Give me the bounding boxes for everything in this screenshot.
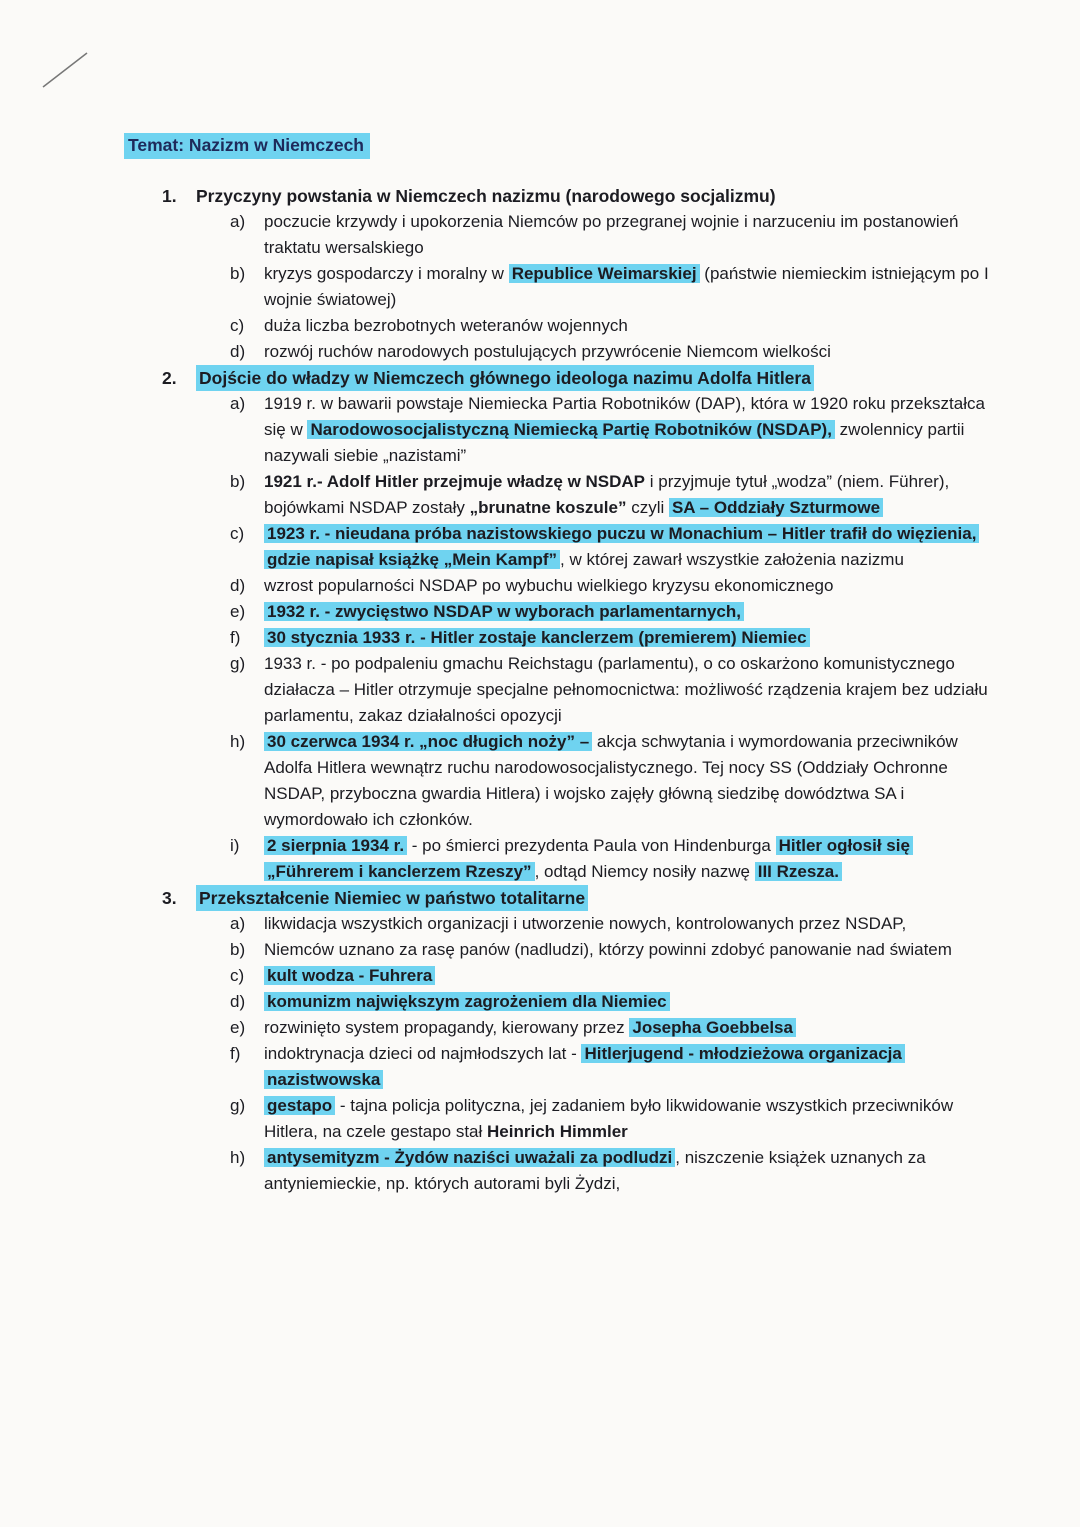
item-letter: e) (230, 1018, 246, 1037)
text-segment: zwolennicy partii nazywali siebie „nazistami” (264, 420, 965, 465)
highlighted-text: SA – Oddziały Szturmowe (669, 498, 883, 517)
section-items (230, 391, 992, 885)
list-item (230, 989, 992, 1015)
item-text (264, 937, 992, 963)
list-item (230, 339, 992, 365)
item-text (264, 521, 992, 573)
item-text (264, 573, 992, 599)
item-text (264, 651, 992, 729)
item-text (264, 1015, 992, 1041)
text-segment: akcja schwytania i wymordowania przeciwników Adolfa Hitlera wewnątrz ruchu narodowosocjalistycznego. Tej nocy SS (Oddziały Ochronne NSDAP, przyboczna gwardia Hitlera) i wojsko zajęły główną siedzibę dowództwa SA i wymordowało ich członków. (264, 732, 958, 829)
highlighted-text: komunizm największym zagrożeniem dla Niemiec (264, 992, 670, 1011)
item-text (264, 625, 992, 651)
highlighted-text: Republice Weimarskiej (509, 264, 700, 283)
text-segment: - tajna policja polityczna, jej zadaniem było likwidowanie wszystkich przeciwników Hitlera, na czele gestapo stał (264, 1096, 954, 1141)
text-segment: wzrost popularności NSDAP po wybuchu wielkiego kryzysu ekonomicznego (264, 576, 834, 595)
highlighted-text: III Rzesza. (755, 862, 842, 881)
item-letter: h) (230, 1148, 246, 1167)
highlighted-text: 1932 r. - zwycięstwo NSDAP w wyborach parlamentarnych, (264, 602, 744, 621)
section-heading (162, 365, 992, 391)
list-item (230, 911, 992, 937)
list-item (230, 391, 992, 469)
item-text (264, 261, 992, 313)
text-segment: 1919 r. w bawarii powstaje Niemiecka Partia Robotników (DAP), która w 1920 roku przekształca się w (264, 394, 985, 439)
item-text (264, 209, 992, 261)
section-3 (162, 885, 992, 1197)
item-text (264, 391, 992, 469)
highlighted-text: Narodowosocjalistyczną Niemiecką Partię Robotników (NSDAP), (307, 420, 834, 439)
item-letter: b) (230, 472, 246, 491)
list-item (230, 833, 992, 885)
text-segment: „brunatne koszule” (469, 498, 627, 517)
list-item (230, 313, 992, 339)
item-text (264, 599, 992, 625)
item-text (264, 989, 992, 1015)
highlighted-text: gestapo (264, 1096, 335, 1115)
text-segment: , w której zawarł wszystkie założenia nazizmu (560, 550, 904, 569)
text-segment: poczucie krzywdy i upokorzenia Niemców po przegranej wojnie i narzuceniu im postanowień traktatu wersalskiego (264, 212, 959, 257)
highlighted-text: Hitlerjugend - młodzieżowa organizacja nazistwowska (264, 1044, 905, 1089)
list-item (230, 261, 992, 313)
item-letter: c) (230, 966, 245, 985)
text-segment: Heinrich Himmler (487, 1122, 628, 1141)
highlighted-text: 30 stycznia 1933 r. - Hitler zostaje kanclerzem (premierem) Niemiec (264, 628, 810, 647)
text-segment: kryzys gospodarczy i moralny w (264, 264, 509, 283)
item-letter: c) (230, 316, 245, 335)
item-text (264, 963, 992, 989)
item-text (264, 833, 992, 885)
item-letter: d) (230, 576, 246, 595)
list-item (230, 209, 992, 261)
item-text (264, 1041, 992, 1093)
list-item (230, 651, 992, 729)
item-text (264, 339, 992, 365)
item-text (264, 911, 992, 937)
text-segment: Niemców uznano za rasę panów (nadludzi), którzy powinni zdobyć panowanie nad światem (264, 940, 952, 959)
highlighted-text: 1923 r. - nieudana próba nazistowskiego puczu w Monachium – Hitler trafił do więzienia, gdzie napisał książkę „Mein Kampf” (264, 524, 979, 569)
item-text (264, 729, 992, 833)
list-item (230, 729, 992, 833)
item-text (264, 313, 992, 339)
item-letter: b) (230, 940, 246, 959)
text-segment: duża liczba bezrobotnych weteranów wojennych (264, 316, 628, 335)
highlighted-text: antysemityzm - Żydów naziści uważali za podludzi (264, 1148, 675, 1167)
text-segment: likwidacja wszystkich organizacji i utworzenie nowych, kontrolowanych przez NSDAP, (264, 914, 907, 933)
text-segment: 1933 r. - po podpaleniu gmachu Reichstagu (parlamentu), o co oskarżono komunistycznego działacza – Hitler otrzymuje specjalne pełnomocnictwa: możliwość rządzenia krajem bez udziału parlamentu, zakaz działalności opozycji (264, 654, 988, 725)
sections-list (162, 183, 992, 1197)
item-letter: d) (230, 992, 246, 1011)
item-letter: a) (230, 914, 246, 933)
section-items (230, 911, 992, 1197)
text-segment: rozwinięto system propagandy, kierowany przez (264, 1018, 630, 1037)
section-heading (162, 183, 992, 209)
list-item (230, 937, 992, 963)
item-letter: e) (230, 602, 246, 621)
item-text (264, 1145, 992, 1197)
pen-stroke-mark (40, 50, 90, 90)
list-item (230, 521, 992, 573)
list-item (230, 599, 992, 625)
page-title: Temat: Nazizm w Niemczech (124, 133, 370, 159)
item-letter: g) (230, 1096, 246, 1115)
item-text (264, 469, 992, 521)
list-item (230, 573, 992, 599)
item-letter: g) (230, 654, 246, 673)
section-heading (162, 885, 992, 911)
item-letter: i) (230, 836, 240, 855)
text-segment: indoktrynacja dzieci od najmłodszych lat - (264, 1044, 582, 1063)
text-segment: , niszczenie książek uznanych za antyniemieckie, np. których autorami byli Żydzi, (264, 1148, 926, 1193)
section-title: Przyczyny powstania w Niemczech nazizmu (narodowego socjalizmu) (196, 186, 776, 206)
list-item (230, 1041, 992, 1093)
section-number: 2. (162, 368, 177, 388)
item-letter: b) (230, 264, 246, 283)
highlighted-text: Hitler ogłosił się „Führerem i kanclerzem Rzeszy” (264, 836, 913, 881)
text-segment: rozwój ruchów narodowych postulujących przywrócenie Niemcom wielkości (264, 342, 831, 361)
list-item (230, 625, 992, 651)
item-letter: d) (230, 342, 246, 361)
text-segment: i przyjmuje tytuł „wodza” (niem. Führer), bojówkami NSDAP zostały (264, 472, 950, 517)
item-letter: a) (230, 212, 246, 231)
text-segment: - po śmierci prezydenta Paula von Hindenburga (407, 836, 776, 855)
section-title: Dojście do władzy w Niemczech głównego ideologa nazimu Adolfa Hitlera (196, 365, 814, 391)
text-segment: (państwie niemieckim istniejącym po I wojnie światowej) (264, 264, 989, 309)
list-item (230, 1093, 992, 1145)
highlighted-text: 30 czerwca 1934 r. „noc długich noży” – (264, 732, 592, 751)
section-1 (162, 183, 992, 365)
item-letter: c) (230, 524, 245, 543)
list-item (230, 1015, 992, 1041)
item-letter: a) (230, 394, 246, 413)
highlighted-text: 2 sierpnia 1934 r. (264, 836, 407, 855)
section-items (230, 209, 992, 365)
text-segment: czyli (626, 498, 669, 517)
highlighted-text: Josepha Goebbelsa (629, 1018, 796, 1037)
item-letter: f) (230, 1044, 241, 1063)
section-number: 3. (162, 888, 177, 908)
highlighted-text: kult wodza - Fuhrera (264, 966, 435, 985)
list-item (230, 1145, 992, 1197)
item-letter: f) (230, 628, 241, 647)
item-letter: h) (230, 732, 246, 751)
text-segment: , odtąd Niemcy nosiły nazwę (534, 862, 755, 881)
list-item (230, 963, 992, 989)
item-text (264, 1093, 992, 1145)
section-title: Przekształcenie Niemiec w państwo totalitarne (196, 885, 588, 911)
text-segment: 1921 r.- Adolf Hitler przejmuje władzę w NSDAP (264, 472, 646, 491)
section-number: 1. (162, 186, 177, 206)
list-item (230, 469, 992, 521)
section-2 (162, 365, 992, 885)
